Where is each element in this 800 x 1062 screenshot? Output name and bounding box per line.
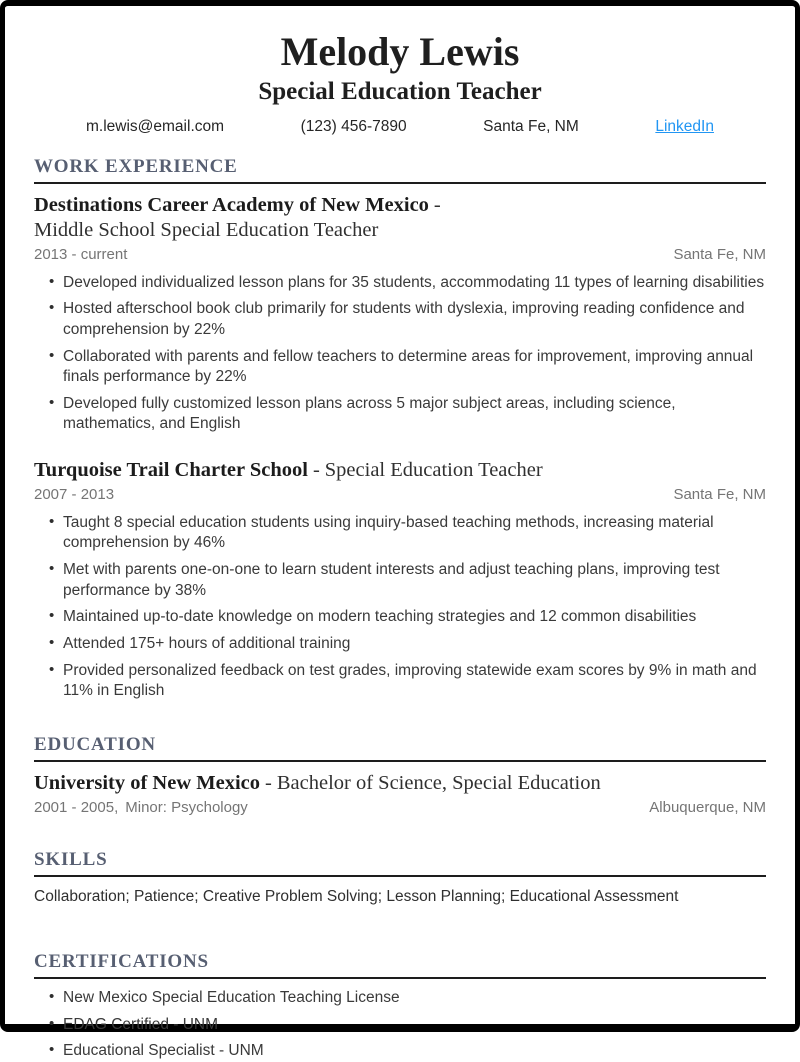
education-minor: Minor: Psychology <box>125 798 248 816</box>
section-heading-rule <box>34 952 766 979</box>
section-heading-rule <box>34 735 766 762</box>
job-dates: 2007 - 2013 <box>34 486 115 504</box>
contact-email: m.lewis@email.com <box>86 118 225 136</box>
job-entry <box>34 193 766 435</box>
contact-bar <box>86 118 714 136</box>
bullet-item: • Met with parents one-on-one to learn student interests and adjust teaching plans, improving test performance by 38% <box>34 560 766 601</box>
bullet-item: • Hosted afterschool book club primarily for students with dyslexia, improving reading confidence and comprehension by 22% <box>34 299 766 340</box>
education-location: Albuquerque, NM <box>649 798 766 816</box>
job-meta-row <box>34 486 766 505</box>
job-entry <box>34 458 766 702</box>
candidate-title: Special Education Teacher <box>258 78 542 106</box>
education-dates: 2001 - 2005, <box>34 798 119 816</box>
work-experience-heading: WORK EXPERIENCE <box>34 156 238 178</box>
job-location: Santa Fe, NM <box>673 246 766 264</box>
skills-list: Collaboration; Patience; Creative Problem Solving; Lesson Planning; Educational Assessment <box>34 888 679 906</box>
title-separator: - <box>265 771 272 794</box>
education-title-line <box>34 771 766 796</box>
job-title-line <box>34 193 766 243</box>
certification-item: • New Mexico Special Education Teaching License <box>34 988 766 1009</box>
section-certifications <box>34 952 766 1062</box>
company-name: Destinations Career Academy of New Mexico <box>34 194 429 217</box>
education-entry <box>34 771 766 818</box>
education-meta-row <box>34 799 766 818</box>
job-role: Middle School Special Education Teacher <box>34 219 379 242</box>
section-heading-rule <box>34 157 766 184</box>
section-education <box>34 735 766 818</box>
section-work-experience <box>34 157 766 702</box>
company-name: Turquoise Trail Charter School <box>34 459 308 482</box>
education-heading: EDUCATION <box>34 733 156 755</box>
bullet-item: • Maintained up-to-date knowledge on modern teaching strategies and 12 common disabilities <box>34 607 766 628</box>
bullet-item: • Collaborated with parents and fellow teachers to determine areas for improvement, improving annual finals performance by 22% <box>34 347 766 388</box>
title-separator: - <box>433 194 441 217</box>
degree-name: Bachelor of Science, Special Education <box>276 771 601 794</box>
linkedin-link[interactable]: LinkedIn <box>655 118 714 136</box>
section-skills <box>34 850 766 908</box>
section-heading-rule <box>34 850 766 877</box>
job-bullet-list <box>34 513 766 702</box>
education-dates-minor <box>34 799 248 818</box>
job-bullet-list <box>34 273 766 435</box>
bullet-item: • Provided personalized feedback on test grades, improving statewide exam scores by 9% in math and 11% in English <box>34 661 766 702</box>
certification-item: • EDAG Certified - UNM <box>34 1015 766 1036</box>
contact-phone: (123) 456-7890 <box>300 118 407 136</box>
job-meta-row <box>34 246 766 265</box>
job-dates: 2013 - current <box>34 246 128 264</box>
bullet-item: • Attended 175+ hours of additional training <box>34 634 766 655</box>
bullet-item: • Developed individualized lesson plans for 35 students, accommodating 11 types of learning disabilities <box>34 273 766 294</box>
certifications-heading: CERTIFICATIONS <box>34 951 209 973</box>
skills-heading: SKILLS <box>34 849 108 871</box>
school-name: University of New Mexico <box>34 771 261 794</box>
job-title-line <box>34 458 766 483</box>
contact-location: Santa Fe, NM <box>483 118 579 136</box>
job-location: Santa Fe, NM <box>673 486 766 504</box>
bullet-item: • Developed fully customized lesson plans across 5 major subject areas, including science, mathematics, and English <box>34 394 766 435</box>
title-separator: - <box>312 459 320 482</box>
bullet-item: • Taught 8 special education students using inquiry-based teaching methods, increasing material comprehension by 46% <box>34 513 766 554</box>
job-role: Special Education Teacher <box>324 459 543 482</box>
candidate-name: Melody Lewis <box>280 29 520 74</box>
resume-header <box>34 28 766 136</box>
certification-list <box>34 988 766 1062</box>
certification-item: • Educational Specialist - UNM <box>34 1041 766 1062</box>
